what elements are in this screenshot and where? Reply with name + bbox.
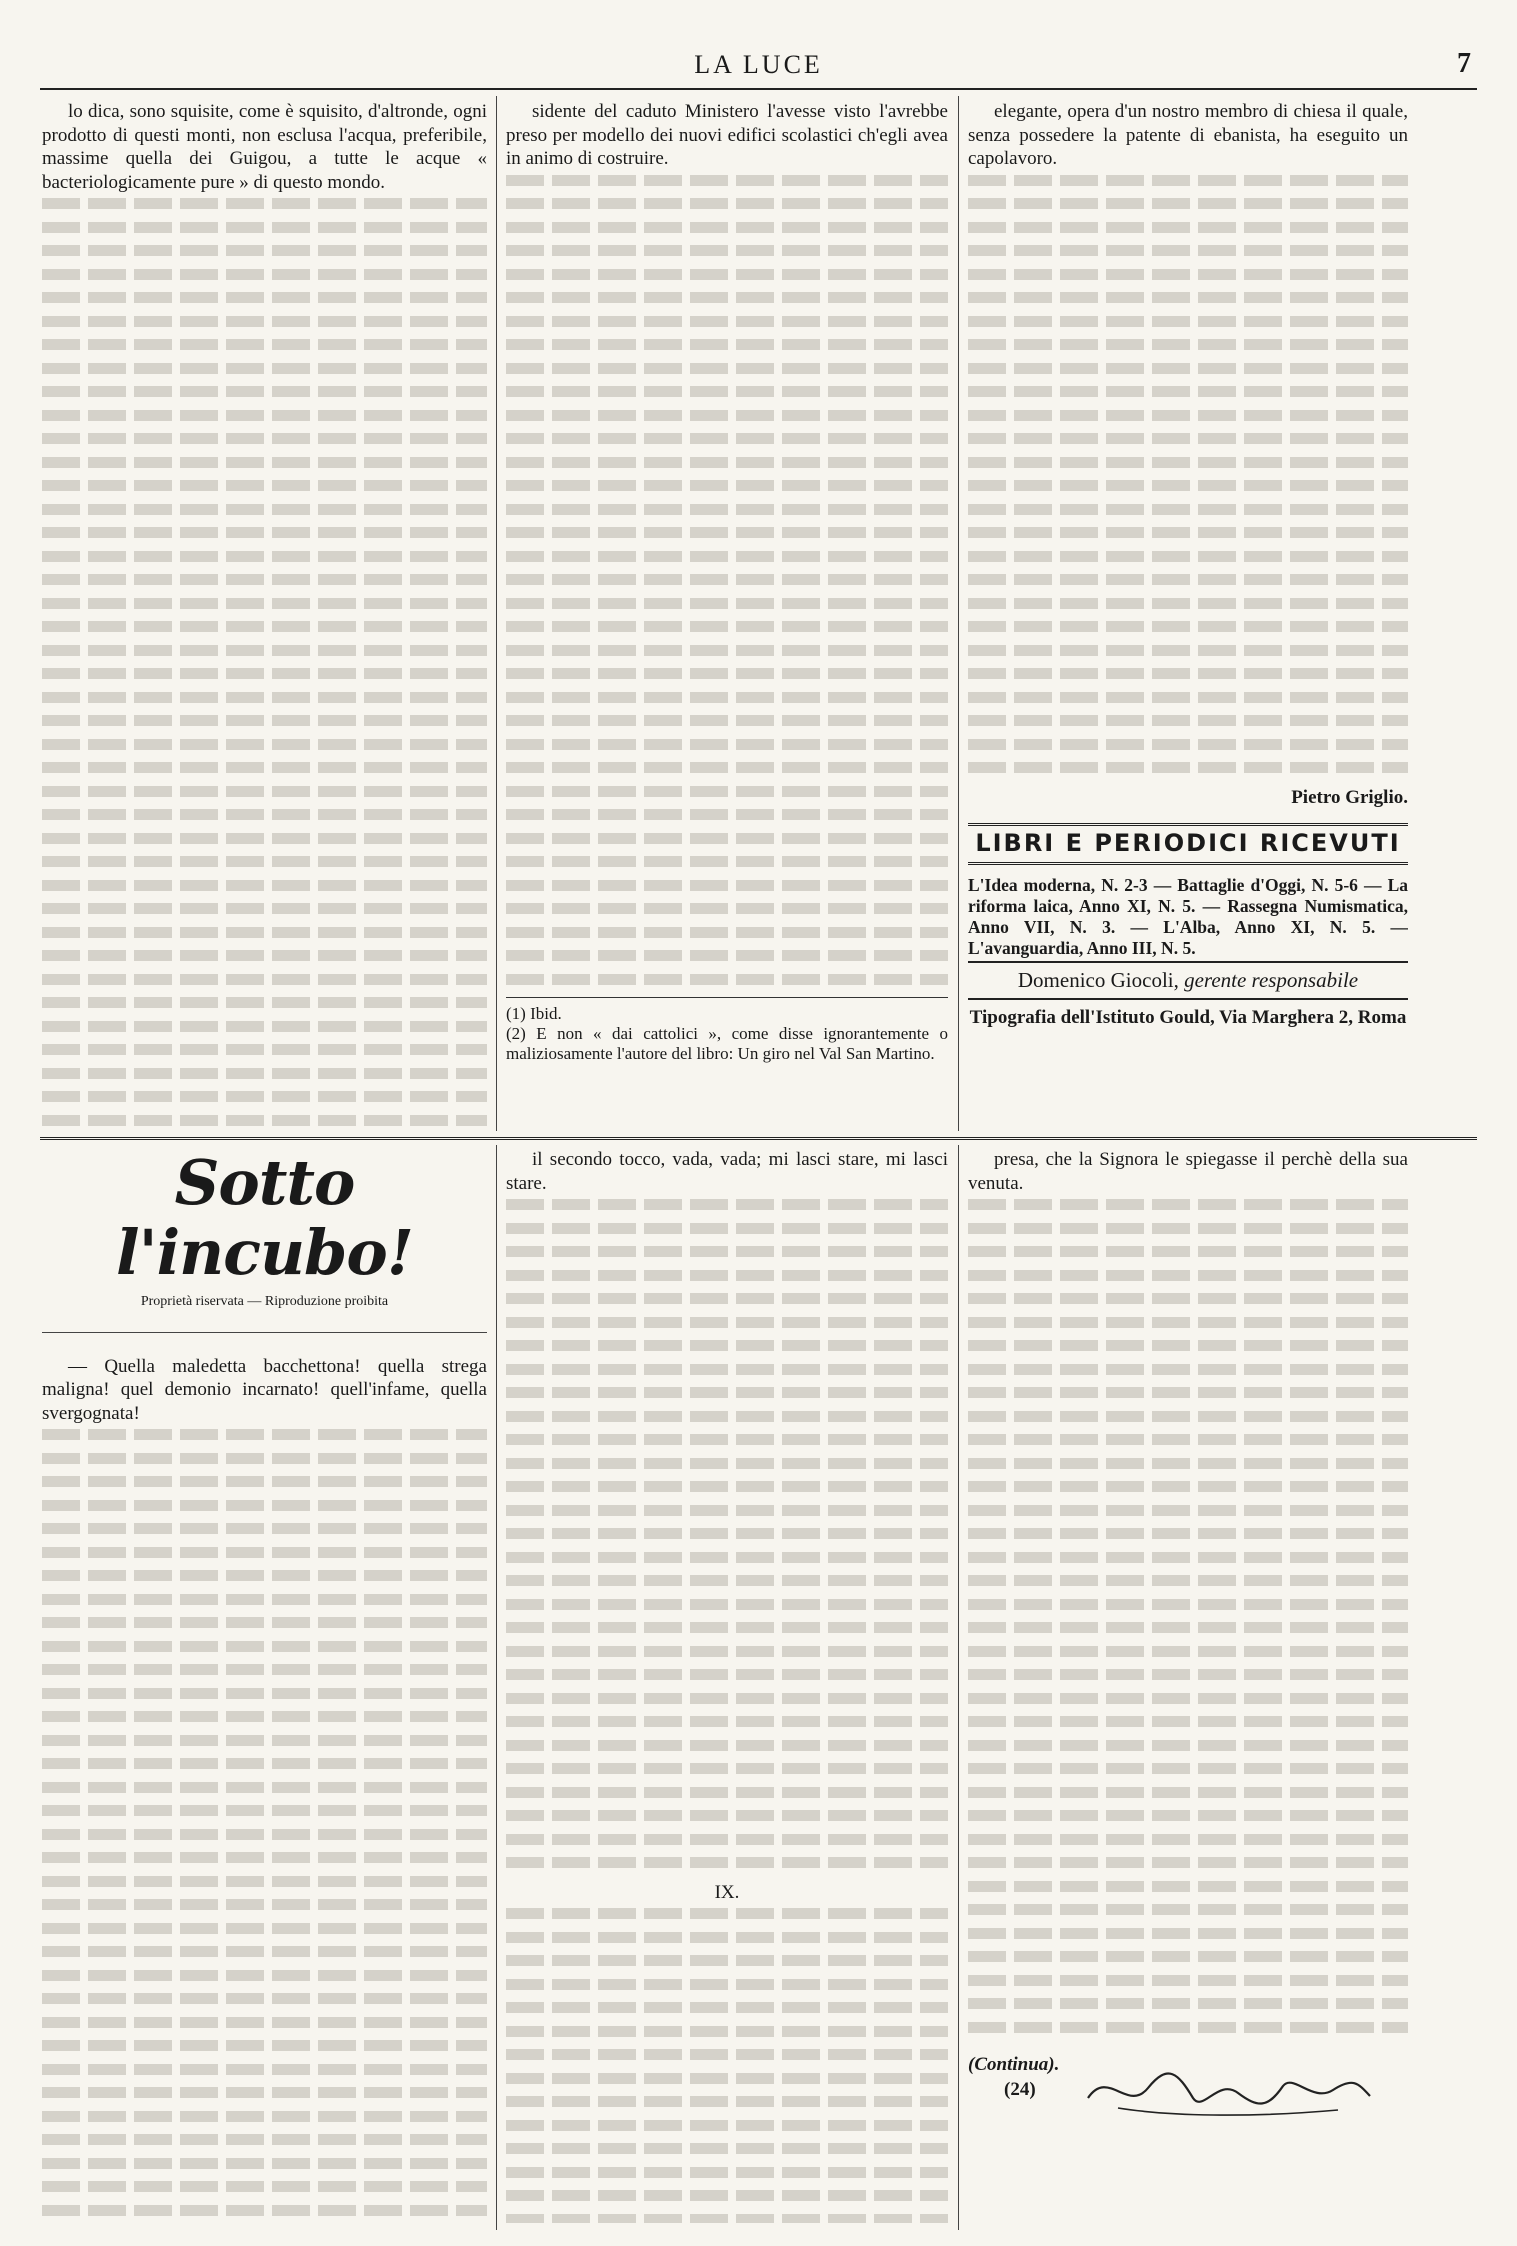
column-divider <box>496 1145 497 2230</box>
editor-line <box>968 961 1408 1001</box>
footnote-2: (2) E non « dai cattolici », come disse ignorantemente o maliziosamente l'autore del libro: Un giro nel Val San Martino. <box>506 1024 948 1063</box>
unreproduced-text <box>42 198 487 1126</box>
column-divider <box>958 1145 959 2230</box>
masthead <box>40 40 1477 90</box>
books-received-heading: LIBRI E PERIODICI RICEVUTI <box>968 823 1408 865</box>
unreproduced-text <box>968 1199 1408 2033</box>
article-opening: lo dica, sono squisite, come è squisito, d'altronde, ogni prodotto di questi monti, non esclusa l'acqua, preferibile, massime quella dei Guigou, a tutte le acque « bacteriologicamente pure » di questo mondo. <box>42 101 487 193</box>
upper-column-3 <box>968 100 1408 1130</box>
column-divider <box>496 96 497 1131</box>
article-signature: Pietro Griglio. <box>1291 786 1408 808</box>
chapter-number: IX. <box>714 1881 740 1903</box>
serial-opening: — Quella maledetta bacchettona! quella strega maligna! quel demonio incarnato! quell'infame, quella svergognata! <box>42 1355 487 1424</box>
editor-name: Domenico Giocoli, <box>1017 967 1179 992</box>
serial-column-2 <box>506 1148 948 2223</box>
unreproduced-text <box>506 175 948 985</box>
article-continuation: sidente del caduto Ministero l'avesse visto l'avrebbe preso per modello dei nuovi edifici scolastici ch'egli avea in animo di costruire. <box>506 101 948 169</box>
serial-title: Sotto l'incubo! <box>116 1148 413 1289</box>
unreproduced-text <box>42 1429 487 2223</box>
printer-line: Tipografia dell'Istituto Gould, Via Marghera 2, Roma <box>969 1007 1407 1028</box>
serial-continuation: presa, che la Signora le spiegasse il perchè della sua venuta. <box>968 1149 1408 1194</box>
section-divider <box>40 1137 1477 1140</box>
footnote-1: (1) Ibid. <box>506 1004 562 1023</box>
unreproduced-text <box>506 1908 948 2223</box>
handwritten-signature <box>1078 2058 1378 2128</box>
upper-column-2 <box>506 100 948 1130</box>
article-continuation: elegante, opera d'un nostro membro di chiesa il quale, senza possedere la patente di ebanista, ha eseguito un capolavoro. <box>968 101 1408 169</box>
to-be-continued: (Continua). <box>968 2053 1060 2075</box>
serial-column-1 <box>42 1148 487 2223</box>
unreproduced-text <box>968 175 1408 774</box>
newspaper-title: LA LUCE <box>694 50 823 79</box>
books-received-list: L'Idea moderna, N. 2-3 — Battaglie d'Oggi, N. 5-6 — La riforma laica, Anno XI, N. 5. — Rassegna Numismatica, Anno VII, N. 3. — L'Alba, Anno XI, N. 5. — L'avanguardia, Anno III, N. 5. <box>968 874 1408 958</box>
installment-number: (24) <box>1004 2079 1036 2100</box>
upper-column-1 <box>42 100 487 1130</box>
page-number: 7 <box>1457 48 1471 79</box>
serial-column-3 <box>968 1148 1408 2223</box>
column-divider <box>958 96 959 1131</box>
rights-notice: Proprietà riservata — Riproduzione proibita <box>42 1290 487 1333</box>
footnotes <box>506 997 948 1064</box>
unreproduced-text <box>506 1199 948 1868</box>
serial-continuation: il secondo tocco, vada, vada; mi lasci stare, mi lasci stare. <box>506 1149 948 1194</box>
editor-role: gerente responsabile <box>1184 967 1359 992</box>
